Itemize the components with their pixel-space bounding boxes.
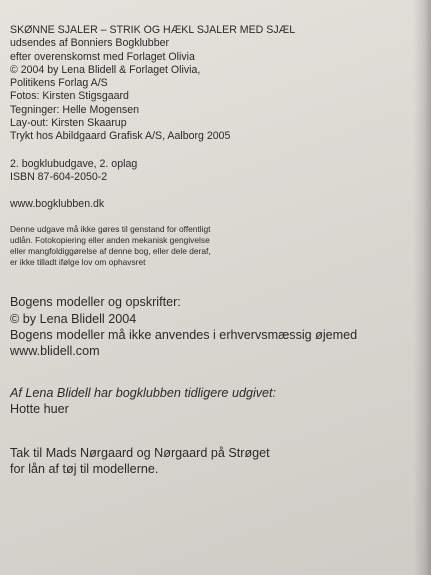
isbn-line: ISBN 87-604-2050-2 (10, 170, 108, 183)
notice-line: er ikke tilladt ifølge lov om ophavsret (10, 257, 146, 268)
author-website: www.blidell.com (10, 343, 100, 358)
edition-block (10, 158, 410, 185)
notice-line: Denne udgave må ikke gøres til genstand for offentligt (10, 223, 211, 234)
other-titles-block (10, 385, 410, 417)
website-link: www.bogklubben.dk (10, 198, 105, 211)
models-restriction: Bogens modeller må ikke anvendes i erhvervsmæssig øjemed (10, 327, 358, 342)
book-title-line: SKØNNE SJALER – STRIK OG HÆKL SJALER MED SJÆL (10, 24, 296, 36)
other-titles-heading: Af Lena Blidell har bogklubben tidligere udgivet: (10, 386, 277, 401)
page-edge-shadow (413, 0, 431, 575)
website-block (10, 198, 410, 211)
other-title: Hotte huer (10, 402, 69, 417)
edition-line: 2. bogklubudgave, 2. oplag (10, 157, 138, 170)
notice-line: eller mangfoldiggørelse af denne bog, eller dele deraf, (10, 245, 211, 256)
copyright-line: © 2004 by Lena Blidell & Forlaget Olivia, (10, 63, 201, 76)
thanks-line: Tak til Mads Nørgaard og Nørgaard på Strøget (10, 445, 270, 460)
thanks-block (10, 445, 410, 477)
models-copyright: © by Lena Blidell 2004 (10, 311, 137, 326)
models-heading: Bogens modeller og opskrifter: (10, 295, 181, 310)
colophon-line: Politikens Forlag A/S (10, 77, 108, 90)
models-block (10, 294, 410, 359)
drawings-credit: Tegninger: Helle Mogensen (10, 103, 139, 116)
photo-credit: Fotos: Kirsten Stigsgaard (10, 90, 129, 103)
printer-line: Trykt hos Abildgaard Grafisk A/S, Aalborg 2005 (10, 130, 231, 143)
notice-line: udlån. Fotokopiering eller anden mekanisk gengivelse (10, 234, 210, 245)
colophon-line: efter overenskomst med Forlaget Olivia (10, 50, 195, 63)
colophon-block (10, 24, 410, 144)
thanks-line: for lån af tøj til modellerne. (10, 461, 159, 476)
layout-credit: Lay-out: Kirsten Skaarup (10, 117, 127, 130)
page-content (10, 24, 410, 477)
legal-notice (10, 224, 410, 269)
colophon-line: udsendes af Bonniers Bogklubber (10, 37, 170, 50)
